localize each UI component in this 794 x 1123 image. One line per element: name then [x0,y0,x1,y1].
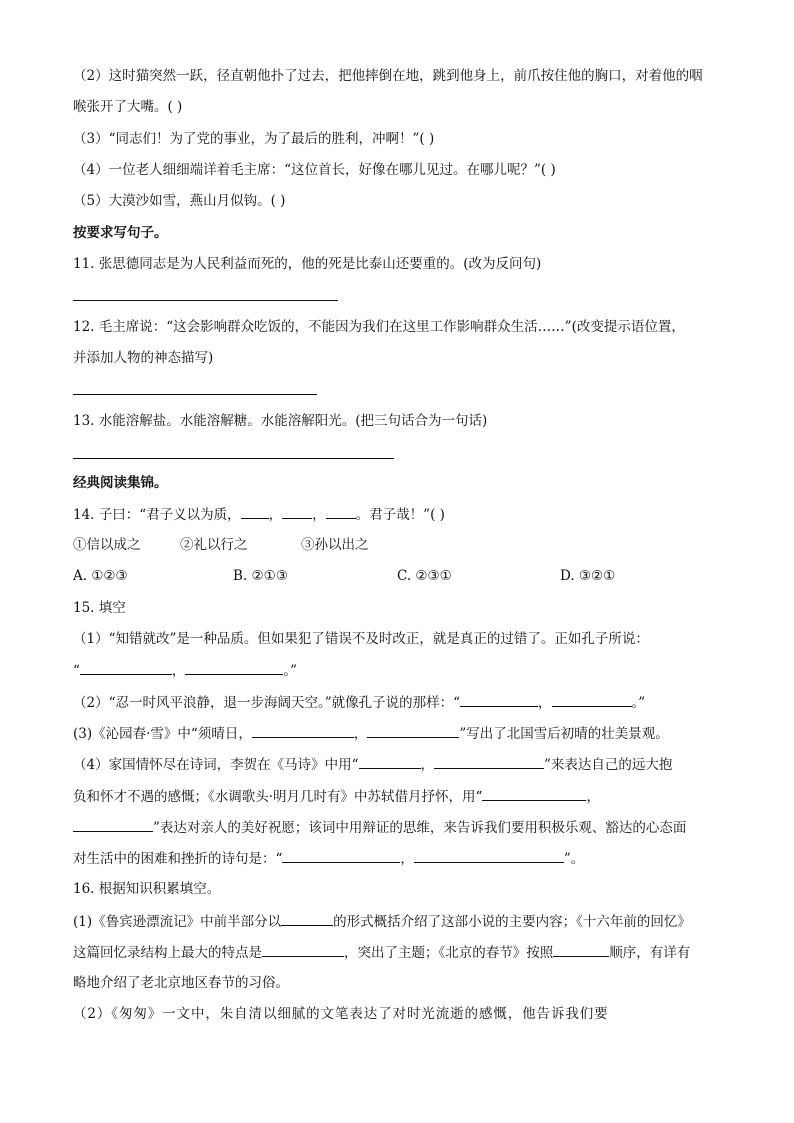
q15-s3-prefix: (3)《沁园春·雪》中“须晴日， [73,726,252,742]
q16-title: 16. 根据知识积累填空。 [73,881,221,897]
q14-option-c[interactable]: C. ②③① [397,568,452,584]
q15-s4-line4-prefix: 对生活中的困难和挫折的诗句是：“ [73,851,283,867]
q13-text: 13. 水能溶解盐。水能溶解糖。水能溶解阳光。(把三句话合为一句话) [73,413,488,429]
q16-s1-line2-prefix: 这篇回忆录结构上最大的特点是 [73,945,262,961]
q15-s3-blank-2[interactable] [367,723,459,738]
q15-title: 15. 填空 [73,600,126,616]
q10-item2-line1: （2）这时猫突然一跃，径直朝他扑了过去，把他摔倒在地，跳到他身上，前爪按住他的胸口，对着他的咽 [73,68,703,84]
section-heading-rewrite: 按要求写句子。 [73,225,168,241]
q15-s3-comma: ， [353,726,368,742]
q16-s1-blank-1[interactable] [281,911,333,926]
q16-s1-line2-suffix: 顺序，有详有 [609,945,691,961]
q15-s4-line2 [73,786,600,806]
q16-s2: （2）《匆匆》一文中，朱自清以细腻的文笔表达了对时光流逝的感慨，他告诉我们要 [73,1006,609,1022]
q15-s3 [73,723,669,743]
q14-phrase-2: ②礼以行之 [180,537,248,553]
q12-line2: 并添加人物的神态描写) [73,350,214,366]
q15-s2-prefix: （2）“忍一时风平浪静，退一步海阔天空。”就像孔子说的那样：“ [73,695,461,711]
q15-s4-suffix: ”来表达自己的远大抱 [544,757,673,773]
q16-s1-line2-mid: ，突出了主题；《北京的春节》按照 [344,945,554,961]
q15-s3-blank-1[interactable] [252,723,354,738]
q12-answer-line[interactable] [73,394,317,395]
section-heading-classic: 经典阅读集锦。 [73,475,168,491]
q15-s1-blank-1[interactable] [80,660,172,675]
q15-s1-line1: （1）“知错就改”是一种品质。但如果犯了错误不及时改正，就是真正的过错了。正如孔子所说： [73,631,649,647]
q10-item5: （5）大漠沙如雪，燕山月似钩。( ) [73,193,286,209]
q10-item4: （4）一位老人细细端详着毛主席：“这位首长，好像在哪儿见过。在哪儿呢？”( ) [73,162,556,178]
q15-s2-blank-1[interactable] [460,692,538,707]
q16-s1-line3: 略地介绍了老北京地区春节的习俗。 [73,975,289,991]
q14-option-a[interactable]: A. ①②③ [73,568,128,584]
q14-blank-1[interactable] [241,504,269,519]
q16-s1-line1 [73,911,691,931]
q15-s3-suffix: ”写出了北国雪后初晴的壮美景观。 [459,726,669,742]
q15-s4-line2-prefix: 负和怀才不遇的感慨；《水调歌头·明月几时有》中苏轼借月抒怀，用“ [73,789,483,805]
q14-phrase-1: ①信以成之 [73,537,141,553]
q15-s4-blank-4[interactable] [73,817,153,832]
q14-sep-2: ， [312,507,326,523]
q16-s1-mid: 的形式概括介绍了这部小说的主要内容；《十六年前的回忆》 [333,914,691,930]
q14-blank-3[interactable] [326,504,356,519]
q15-s4-line3 [73,817,686,837]
q16-s1-prefix: (1)《鲁宾逊漂流记》中前半部分以 [73,914,282,930]
q15-s1-comma: ， [171,663,186,679]
q15-s1-blank-2[interactable] [185,660,283,675]
q11-text: 11. 张思德同志是为人民利益而死的，他的死是比泰山还要重的。(改为反问句) [73,256,542,272]
q16-s1-line2 [73,942,690,962]
q15-s4-blank-3[interactable] [482,786,586,801]
q16-s1-blank-2[interactable] [262,942,344,957]
q15-s1-close: 。” [283,663,298,679]
q15-s4-prefix: （4）家国情怀尽在诗词，李贺在《马诗》中用“ [73,757,359,773]
q15-s4-comma: ， [420,757,434,773]
q15-s2-comma: ， [538,695,552,711]
q10-item3: （3）“同志们！为了党的事业，为了最后的胜利，冲啊！”( ) [73,131,435,147]
q15-s1-line2 [73,660,297,680]
q15-s4-blank-2[interactable] [434,754,544,769]
q15-s4-line1 [73,754,672,774]
q15-s4-line2-suffix: ， [586,789,600,805]
q15-s1-open: “ [73,663,80,679]
q14-blank-2[interactable] [282,504,312,519]
q15-s4-line3-suffix: ”表达对亲人的美好祝愿；该词中用辩证的思维，来告诉我们要用积极乐观、豁达的心态面 [153,820,687,836]
q14-stem-suffix: 。君子哉！”( ) [355,507,445,523]
q14-sep-1: ， [268,507,283,523]
q15-s2-close: 。” [631,695,646,711]
q16-s1-blank-3[interactable] [553,942,609,957]
q11-answer-line[interactable] [73,300,338,301]
q14-phrase-3: ③孙以出之 [301,537,369,553]
q14-stem-prefix: 14. 子曰：“君子义以为质， [73,507,241,523]
q15-s2 [73,692,645,712]
q15-s4-line4-comma: ， [400,851,414,867]
q12-line1: 12. 毛主席说：“这会影响群众吃饭的，不能因为我们在这里工作影响群众生活……”(改变提示语位置， [73,319,685,335]
q15-s4-blank-5[interactable] [282,848,400,863]
q13-answer-line[interactable] [73,458,394,459]
q15-s4-blank-1[interactable] [359,754,421,769]
q15-s2-blank-2[interactable] [552,692,632,707]
q15-s4-line4 [73,848,584,868]
q15-s4-line4-close: ”。 [563,851,585,867]
q10-item2-line2: 喉张开了大嘴。( ) [73,99,183,115]
q15-s4-blank-6[interactable] [414,848,564,863]
q14-stem [73,504,445,524]
q14-option-b[interactable]: B. ②①③ [233,568,288,584]
q14-option-d[interactable]: D. ③②① [560,568,616,584]
